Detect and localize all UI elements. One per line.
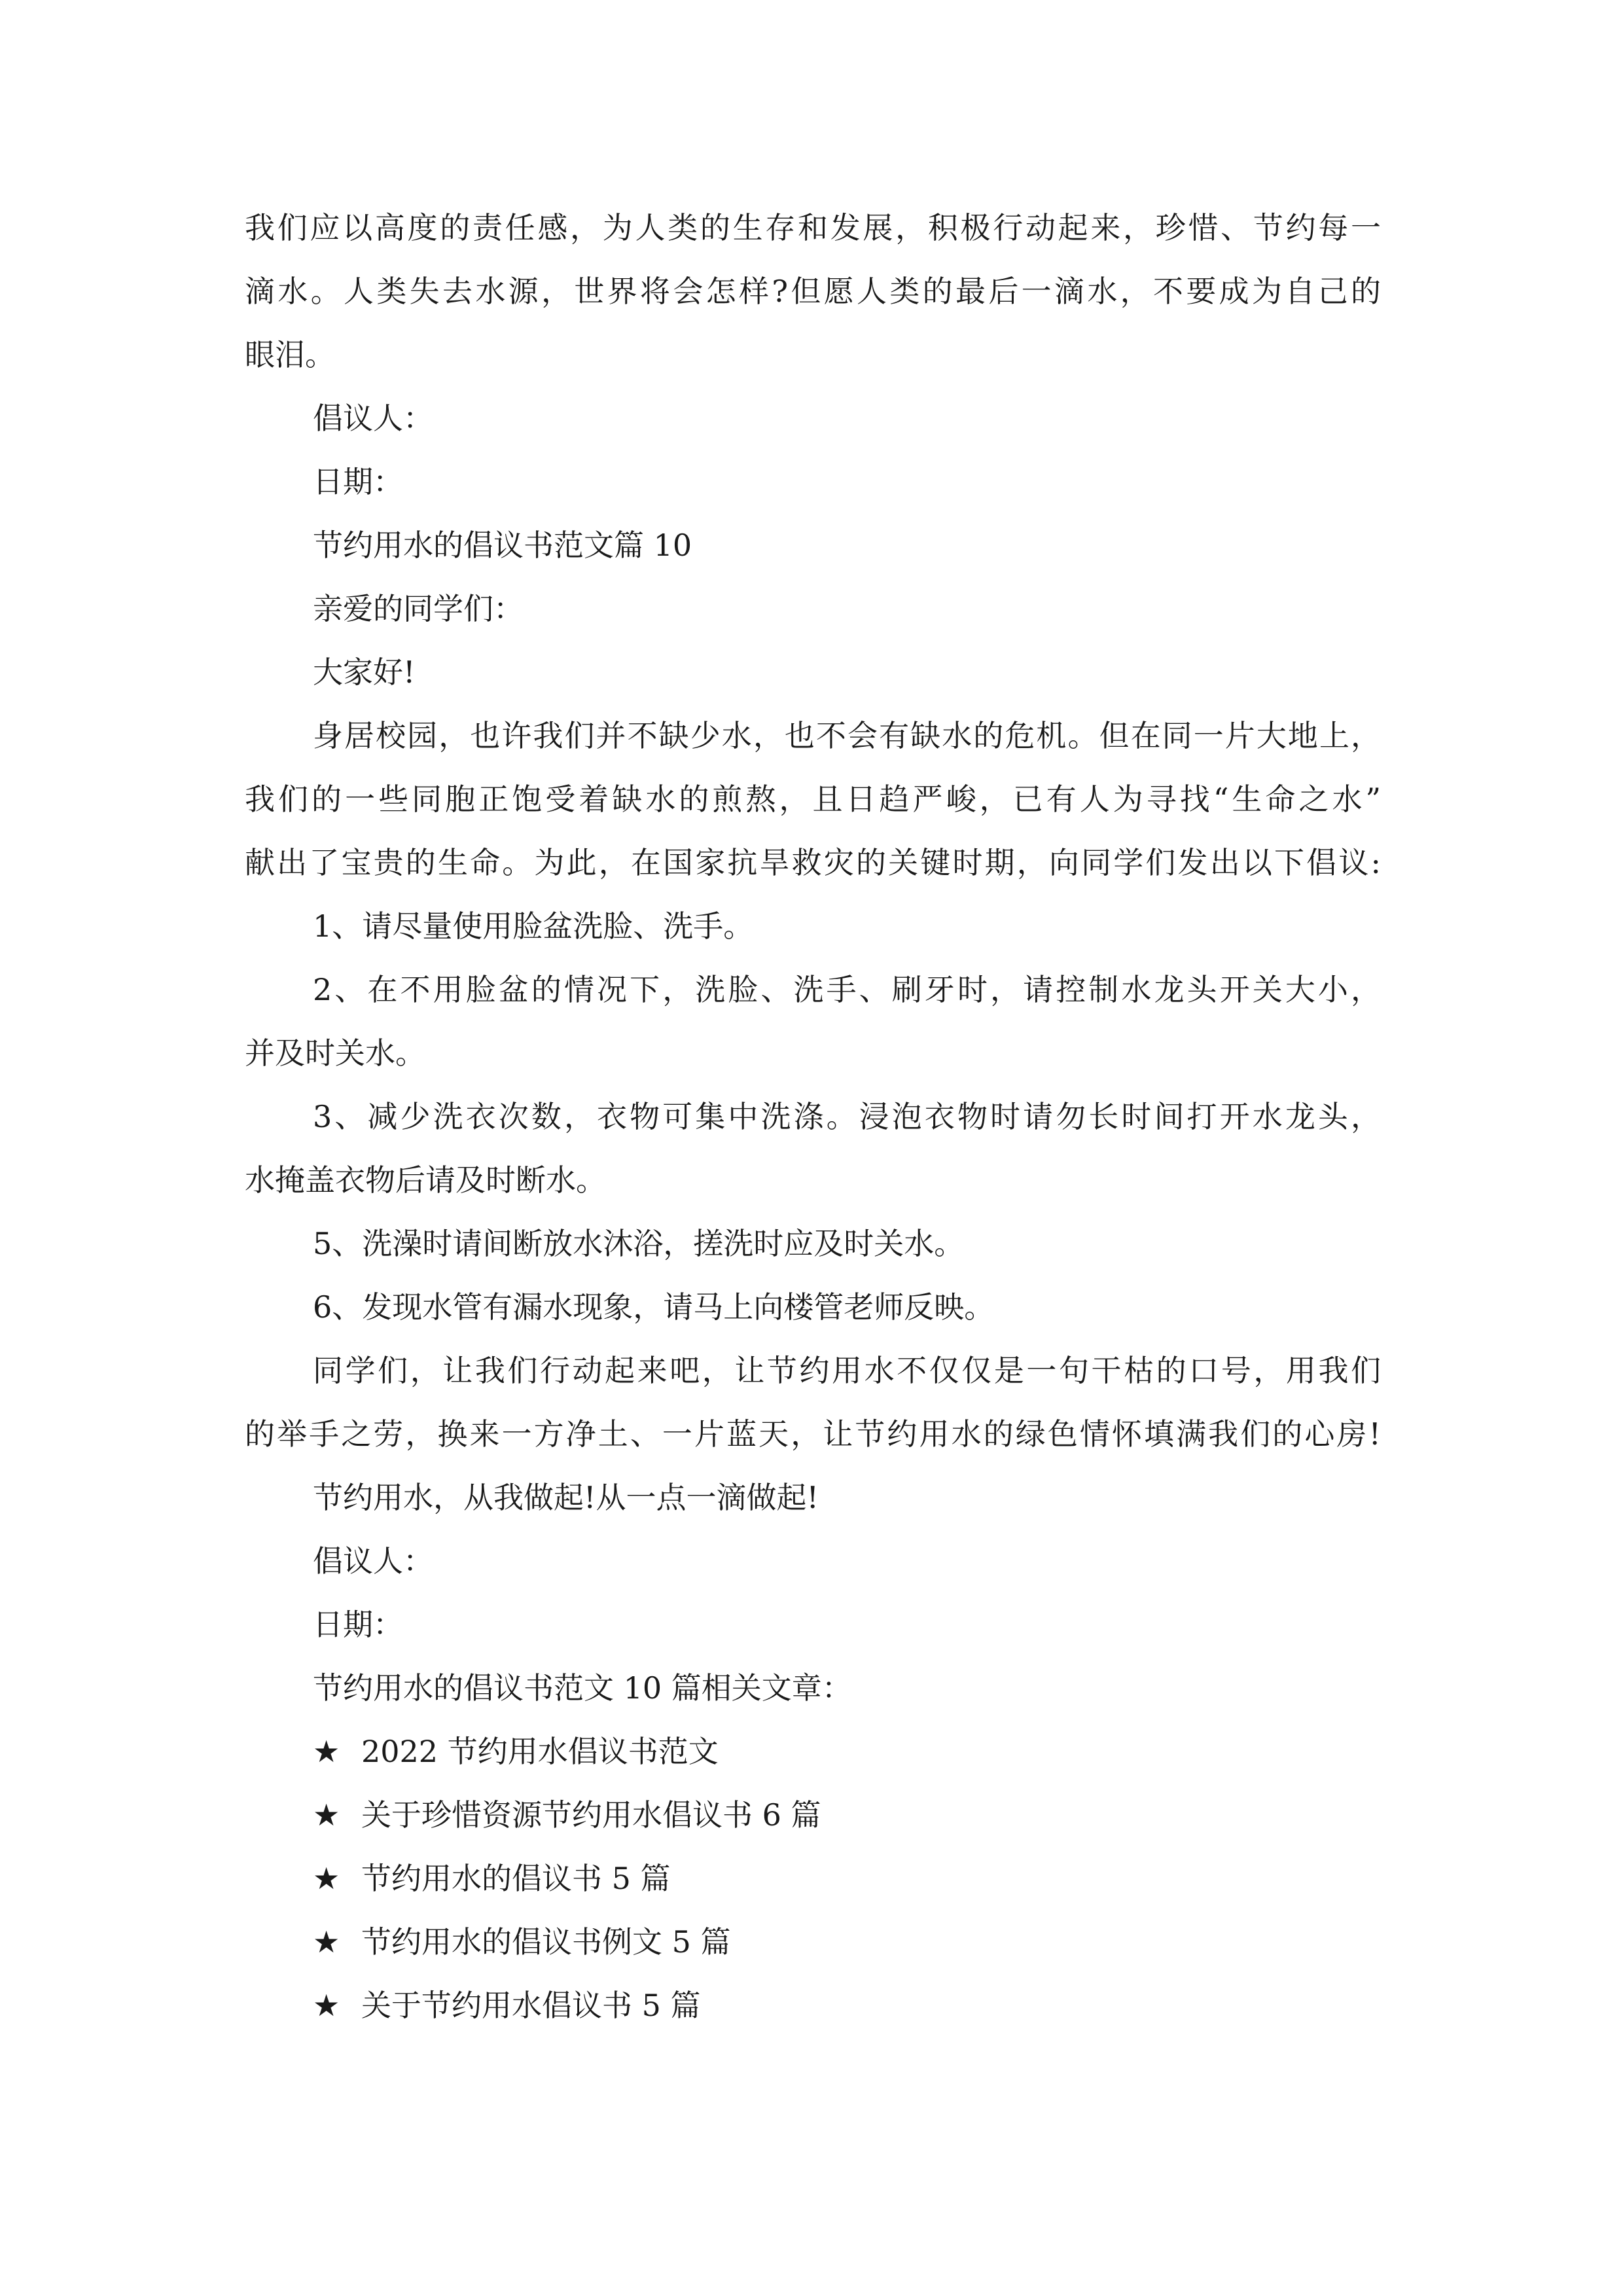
list-item: 6、发现水管有漏水现象，请马上向楼管老师反映。 <box>313 1289 995 1325</box>
related-article-link[interactable] <box>245 1720 1381 1784</box>
salutation: 亲爱的同学们： <box>313 591 524 626</box>
star-icon: ★ <box>313 1924 340 1960</box>
list-item: 3、减少洗衣次数，衣物可集中洗涤。浸泡衣物时请勿长时间打开水龙头， <box>313 1099 1381 1134</box>
star-icon: ★ <box>313 1861 340 1896</box>
related-article-link[interactable] <box>245 1847 1381 1910</box>
related-article-link[interactable] <box>245 1910 1381 1974</box>
greeting: 大家好! <box>313 655 416 690</box>
date-label: 日期： <box>313 1607 403 1642</box>
date-label: 日期： <box>313 464 403 499</box>
section-title: 节约用水的倡议书范文篇 10 <box>313 528 692 563</box>
proposer-label: 倡议人： <box>313 1543 433 1579</box>
paragraph-line: 献出了宝贵的生命。为此，在国家抗旱救灾的关键时期，向同学们发出以下倡议: <box>245 845 1381 880</box>
slogan: 节约用水，从我做起!从一点一滴做起! <box>313 1480 819 1515</box>
related-article-title: 节约用水的倡议书 5 篇 <box>361 1861 671 1896</box>
related-article-link[interactable] <box>245 1784 1381 1847</box>
list-item-continued: 并及时关水。 <box>245 1035 425 1071</box>
paragraph-line: 身居校园，也许我们并不缺少水，也不会有缺水的危机。但在同一片大地上， <box>313 718 1381 753</box>
paragraph-line: 眼泪。 <box>245 337 335 372</box>
document-page <box>245 196 1381 2037</box>
related-article-link[interactable] <box>245 1974 1381 2037</box>
list-item-continued: 水掩盖衣物后请及时断水。 <box>245 1162 606 1198</box>
related-article-title: 关于珍惜资源节约用水倡议书 6 篇 <box>361 1797 821 1833</box>
related-article-title: 节约用水的倡议书例文 5 篇 <box>361 1924 731 1960</box>
paragraph-line: 我们的一些同胞正饱受着缺水的煎熬，且日趋严峻，已有人为寻找“生命之水” <box>245 781 1381 817</box>
list-item: 1、请尽量使用脸盆洗脸、洗手。 <box>313 908 754 944</box>
related-articles-heading: 节约用水的倡议书范文 10 篇相关文章： <box>313 1670 852 1706</box>
paragraph-line: 同学们，让我们行动起来吧，让节约用水不仅仅是一句干枯的口号，用我们 <box>313 1353 1381 1388</box>
star-icon: ★ <box>313 1734 340 1769</box>
star-icon: ★ <box>313 1797 340 1833</box>
paragraph-line: 我们应以高度的责任感，为人类的生存和发展，积极行动起来，珍惜、节约每一 <box>245 210 1381 245</box>
list-item: 5、洗澡时请间断放水沐浴，搓洗时应及时关水。 <box>313 1226 965 1261</box>
related-article-title: 2022 节约用水倡议书范文 <box>361 1734 719 1769</box>
paragraph-line: 滴水。人类失去水源，世界将会怎样?但愿人类的最后一滴水，不要成为自己的 <box>245 274 1381 309</box>
star-icon: ★ <box>313 1988 340 2023</box>
list-item: 2、在不用脸盆的情况下，洗脸、洗手、刷牙时，请控制水龙头开关大小， <box>313 972 1381 1007</box>
proposer-label: 倡议人： <box>313 401 433 436</box>
related-article-title: 关于节约用水倡议书 5 篇 <box>361 1988 701 2023</box>
paragraph-line: 的举手之劳，换来一方净土、一片蓝天，让节约用水的绿色情怀填满我们的心房! <box>245 1416 1381 1452</box>
